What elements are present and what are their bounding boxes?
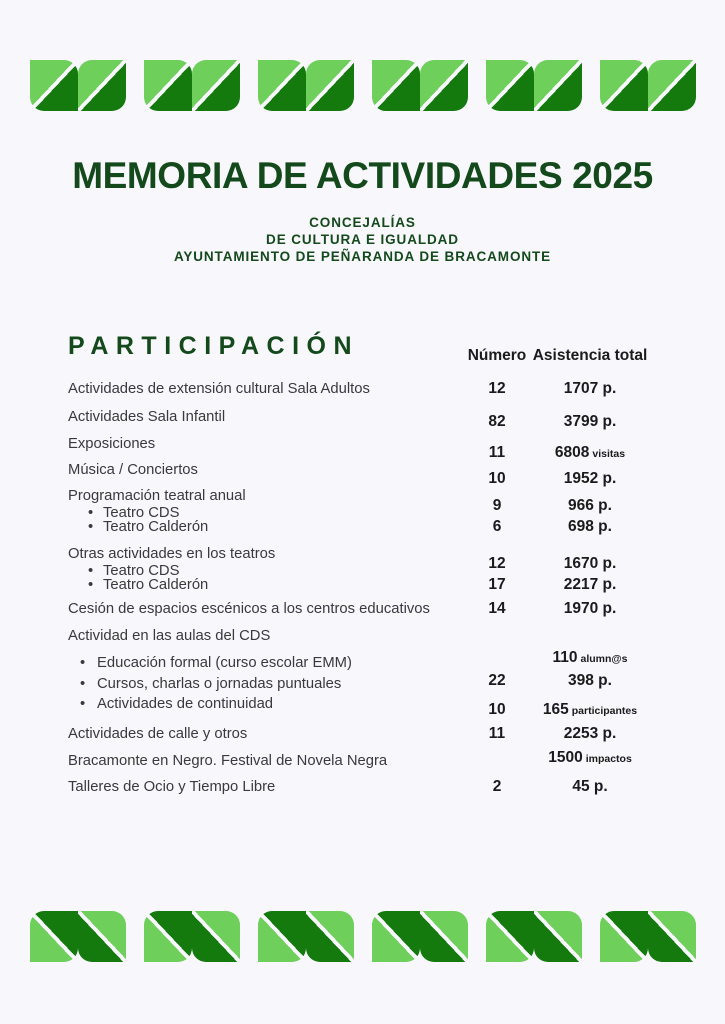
row-attendance-value	[525, 750, 655, 766]
row-label: • Teatro CDS	[88, 564, 179, 579]
row-number-value: 12	[488, 555, 506, 572]
attendance-number: 1500	[548, 749, 583, 766]
row-attendance-value	[525, 445, 655, 461]
top-leaf-pair	[372, 60, 468, 111]
attendance-unit: participantes	[571, 705, 638, 717]
leaf-icon	[600, 60, 648, 111]
attendance-number: 966 p.	[568, 497, 612, 514]
row-label: Actividades de extensión cultural Sala Adultos	[68, 381, 370, 397]
leaf-icon	[420, 60, 468, 111]
row-label: Exposiciones	[68, 436, 156, 452]
leaf-icon	[648, 60, 696, 111]
leaf-icon	[534, 60, 582, 111]
row-label: Programación teatral anual	[68, 488, 246, 504]
row-number-value: 9	[492, 497, 502, 514]
row-number-value: 11	[488, 725, 506, 742]
page-subtitle	[0, 214, 725, 265]
row-label: Actividad en las aulas del CDS	[68, 628, 271, 644]
leaf-icon	[486, 60, 534, 111]
top-leaf-pair	[144, 60, 240, 111]
leaf-icon	[420, 911, 468, 962]
row-attendance-value	[525, 726, 655, 742]
attendance-number: 45 p.	[572, 778, 608, 795]
column-header-asistencia-total: Asistencia total	[532, 347, 648, 364]
row-number-value: 2	[492, 778, 502, 795]
leaf-icon	[258, 911, 306, 962]
row-attendance-value	[525, 702, 655, 718]
bottom-leaf-pair	[258, 911, 354, 962]
subtitle-line-concejalias: CONCEJALÍAS	[309, 215, 416, 230]
leaf-icon	[306, 911, 354, 962]
bottom-leaf-pair	[486, 911, 582, 962]
row-label: Actividades Sala Infantil	[68, 409, 226, 425]
row-number-value: 17	[488, 576, 506, 593]
row-attendance-value	[525, 650, 655, 666]
subtitle-line-ayuntamiento: AYUNTAMIENTO DE PEÑARANDA DE BRACAMONTE	[173, 249, 552, 264]
leaf-icon	[486, 911, 534, 962]
leaf-icon	[144, 60, 192, 111]
bottom-leaf-pair	[30, 911, 126, 962]
row-label: Bracamonte en Negro. Festival de Novela Negra	[68, 753, 388, 769]
attendance-number: 110	[552, 649, 578, 666]
row-label: • Cursos, charlas o jornadas puntuales	[80, 677, 341, 692]
top-leaf-pair	[258, 60, 354, 111]
leaf-icon	[78, 60, 126, 111]
attendance-unit: impactos	[585, 753, 632, 765]
row-label: • Teatro CDS	[88, 506, 179, 521]
row-label: • Educación formal (curso escolar EMM)	[80, 656, 352, 671]
leaf-icon	[534, 911, 582, 962]
column-header-numero: Número	[467, 347, 527, 364]
bottom-leaf-pair	[600, 911, 696, 962]
row-attendance-value	[525, 601, 655, 617]
row-label: • Teatro Calderón	[88, 520, 208, 535]
leaf-icon	[30, 60, 78, 111]
attendance-number: 6808	[554, 444, 590, 461]
subtitle-line-cultura-igualdad: DE CULTURA E IGUALDAD	[266, 232, 459, 247]
attendance-unit: alumn@s	[580, 653, 628, 665]
page-title: MEMORIA DE ACTIVIDADES 2025	[72, 155, 653, 196]
attendance-number: 1707 p.	[563, 380, 617, 397]
attendance-number: 3799 p.	[563, 413, 617, 430]
row-number-value: 11	[488, 444, 506, 461]
row-attendance-value	[525, 519, 655, 535]
attendance-number: 2217 p.	[563, 576, 617, 593]
attendance-number: 1670 p.	[563, 555, 617, 572]
row-label: Talleres de Ocio y Tiempo Libre	[68, 779, 276, 795]
row-number-value: 6	[492, 518, 502, 535]
bottom-leaf-ornament-band	[0, 911, 725, 962]
leaf-icon	[192, 60, 240, 111]
row-attendance-value	[525, 414, 655, 430]
top-leaf-pair	[486, 60, 582, 111]
row-attendance-value	[525, 498, 655, 514]
leaf-icon	[144, 911, 192, 962]
leaf-icon	[78, 911, 126, 962]
row-attendance-value	[525, 556, 655, 572]
attendance-number: 1952 p.	[563, 470, 617, 487]
row-number-value: 10	[488, 470, 506, 487]
bottom-leaf-pair	[144, 911, 240, 962]
attendance-number: 698 p.	[568, 518, 612, 535]
row-number-value: 10	[488, 701, 506, 718]
top-leaf-pair	[30, 60, 126, 111]
row-attendance-value	[525, 779, 655, 795]
row-attendance-value	[525, 673, 655, 689]
row-number-value: 14	[488, 600, 506, 617]
attendance-number: 2253 p.	[563, 725, 617, 742]
leaf-icon	[372, 911, 420, 962]
top-leaf-pair	[600, 60, 696, 111]
row-label: Actividades de calle y otros	[68, 726, 248, 742]
leaf-icon	[258, 60, 306, 111]
row-number-value: 22	[488, 672, 506, 689]
attendance-unit: visitas	[592, 448, 626, 460]
attendance-number: 1970 p.	[563, 600, 617, 617]
leaf-icon	[600, 911, 648, 962]
row-label: Otras actividades en los teatros	[68, 546, 276, 562]
row-attendance-value	[525, 381, 655, 397]
attendance-number: 165	[542, 701, 569, 718]
row-label: • Teatro Calderón	[88, 578, 208, 593]
attendance-number: 398 p.	[568, 672, 612, 689]
leaf-icon	[306, 60, 354, 111]
row-label: • Actividades de continuidad	[80, 697, 273, 712]
row-number-value: 12	[488, 380, 506, 397]
leaf-icon	[192, 911, 240, 962]
row-label: Música / Conciertos	[68, 462, 198, 478]
leaf-icon	[372, 60, 420, 111]
top-leaf-ornament-band	[0, 60, 725, 111]
leaf-icon	[30, 911, 78, 962]
section-heading-participacion: PARTICIPACIÓN	[68, 332, 360, 360]
row-label: Cesión de espacios escénicos a los centros educativos	[68, 601, 430, 617]
row-attendance-value	[525, 471, 655, 487]
leaf-icon	[648, 911, 696, 962]
row-number-value: 82	[488, 413, 506, 430]
row-attendance-value	[525, 577, 655, 593]
bottom-leaf-pair	[372, 911, 468, 962]
